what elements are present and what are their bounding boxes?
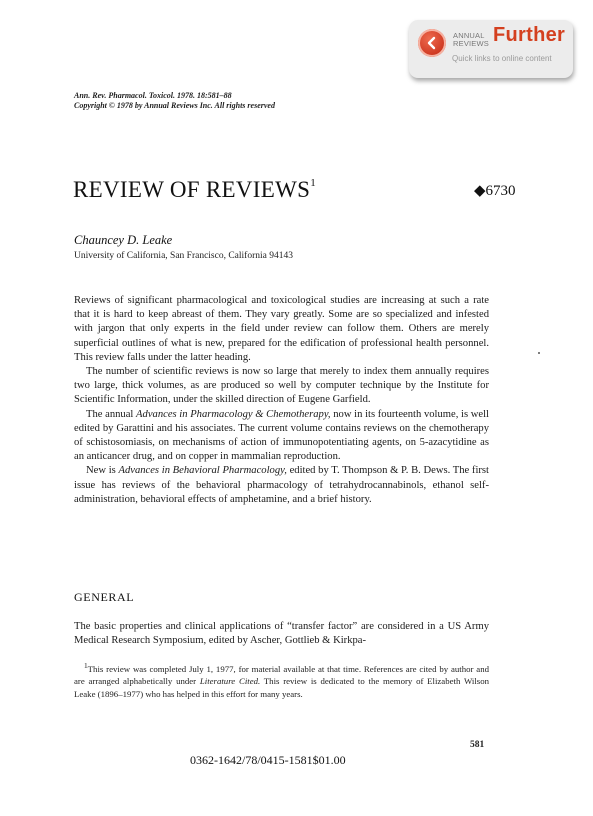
article-code: ◆6730 <box>474 183 516 199</box>
scan-speck <box>538 352 540 354</box>
badge-subtitle: Quick links to online content <box>452 54 552 63</box>
annual-reviews-further-badge[interactable] <box>409 20 573 78</box>
annual-reviews-logo-text: ANNUAL REVIEWS <box>453 31 489 48</box>
paragraph: Reviews of significant pharmacological and toxicological studies are increasing at such a rate that it is hard to keep abreast of them. They vary greatly. Some are so specialized and infested with jargon that only experts in the field under review can follow them. Others are merely superficial outlines of what is new, prepared for the edification of professional health personnel. This review falls under the latter heading. <box>74 295 489 363</box>
author-name: Chauncey D. Leake <box>74 233 173 247</box>
title-footnote-mark: 1 <box>310 177 317 190</box>
article-title: REVIEW OF REVIEWS$^1$ <box>73 177 317 202</box>
paragraph: The number of scientific reviews is now so large that merely to index them annually requires two large, thick volumes, as are produced so well by computer technique by the Institute for Scientific Information, under the skilled direction of Eugene Garfield. <box>74 366 489 406</box>
journal-citation <box>74 91 275 111</box>
page-number: 581 <box>470 740 485 750</box>
author-affiliation: University of California, San Francisco, California 94143 <box>74 251 293 261</box>
issn-line: 0362-1642/78/0415-1581$01.00 <box>190 753 346 767</box>
journal-title-emphasis: Advances in Pharmacology & Chemotherapy, <box>136 408 331 420</box>
general-paragraph: The basic properties and clinical applications of “transfer factor” are considered in a US Army Medical Research Symposium, edited by Ascher, Gottlieb & Kirkpa- <box>74 621 489 647</box>
article-body <box>74 294 489 507</box>
left-arrow-circle-icon <box>418 29 446 57</box>
section-heading: GENERAL <box>74 590 135 604</box>
footnote: $^1$This review was completed July 1, 1977, for material available at that time. References are cited by author and are arranged alphabetically under Literature Cited. This review is dedicated to the memory of Elizabeth Wilson Leake (1896–1977) who has helped in this effort for many years. <box>74 661 490 699</box>
further-label: Further <box>493 24 566 46</box>
journal-title-emphasis: Advances in Behavioral Pharmacology, <box>118 465 287 477</box>
paragraph: The annual Advances in Pharmacology & Chemotherapy, now in its fourteenth volume, is well edited by Garattini and his associates. The current volume contains reviews on the chemotherapy of schistosomiasis, on mechanisms of action of immunopotentiating agents, on 5-azacytidine as an anticancer drug, and on copper in mammalian reproduction. <box>74 408 489 463</box>
copyright-line: Copyright © 1978 by Annual Reviews Inc. All rights reserved <box>74 101 275 110</box>
footnote-emphasis: Literature Cited. <box>199 676 261 687</box>
footnote-mark: 1 <box>84 661 88 670</box>
citation-line: Ann. Rev. Pharmacol. Toxicol. 1978. 18:581–88 <box>74 91 232 100</box>
paragraph: New is Advances in Behavioral Pharmacology, edited by T. Thompson & P. B. Dews. The first issue has reviews of the behavioral pharmacology of tetrahydrocannabinols, ethanol self-administration, behavioral effects of amphetamine, and a brief history. <box>74 465 489 505</box>
